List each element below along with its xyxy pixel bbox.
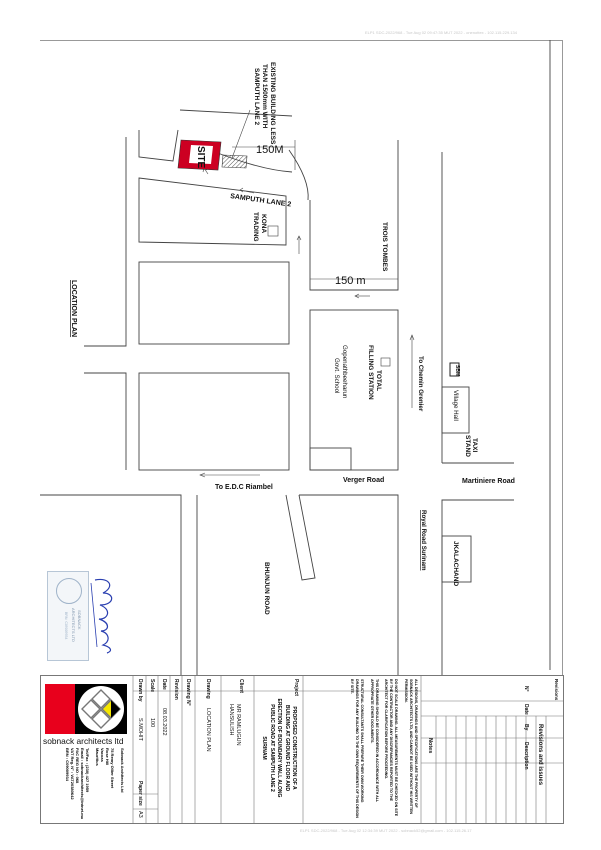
existing-building [222,155,247,168]
company-address-1: Sobnack Architects Ltd [120,748,125,793]
company-address-2: 75 Remy Ollier Street [110,748,115,789]
bottom-watermark: ELP1 SDC-2022/968 - Tue Aug 02 12:34:39 MUT 2022 - sobnack52@gmail.com - 102.115.26.17 [300,828,472,833]
note-2: DO NOT SCALE DRAWING. ALL MEASUREMENTS MUST BE CHECKED ON SITE BY THE CONTRACTOR AND ANY DISCREPANCIES REPORTED TO THE ARCHITECT FOR CLARIFICATION BEFORE PROCEEDING. [383,679,399,817]
note-4: STRUCTURAL CONSULTANTS SHALL PREPARE THEIR OWN WORKING DRAWINGS FOR ANY BUILDING TO THE OWN REQUIREMENTS OF THIS DESIGN BY SITE. [349,679,365,818]
school-label-line1: Gopenathbeeharun [341,345,348,399]
drawing-value: LOCATION PLAN [205,708,211,752]
dimension-150m-mid: 150 m [335,275,366,287]
revisions-col-by: By [523,724,529,731]
company-address-5: Mauritius [95,748,100,766]
company-contact-1: Tel/Fax : (230) 427 1959 [85,748,90,793]
existing-building-note-line3: SAMPUTH LANE 2 [253,68,260,126]
note-3: THIS DRAWING SHOULD BE CONSIDERED IN ACCORDANCE WITH ALL APPROPRIATE OTHER DOCUMENTS. [369,679,379,803]
company-stamp [47,571,89,661]
company-address-4: Vacoas [100,748,105,762]
company-address-3: Rose Hill [105,748,110,766]
logo-diamond-icon [78,686,124,732]
sbm-label: SBM [454,365,460,377]
stamp-logo-icon [56,578,82,604]
notes-label: Notes [427,738,433,754]
kona-label: KONA [260,214,267,234]
company-contact-2: Email : sobnackarchitects@intnet.mu [80,748,85,820]
scale-value: 100 [149,718,155,728]
company-contact-3: PAC REG NO : 068 [75,748,80,784]
revisions-col-date: Date [523,704,529,715]
verger-road-label: Verger Road [343,477,385,484]
drawing-no-label: Drawing N° [185,679,191,706]
martiniere-road-label: Martiniere Road [462,478,515,485]
to-chemin-grenier-label: To Chemin Grenier [417,356,424,412]
company-logo [45,684,127,734]
revisions-section-label: Revisions [554,679,559,701]
jkalachand-label: JKALACHAND [452,541,459,587]
revision-label: Revision [173,679,179,700]
revisions-col-no: N° [523,686,529,692]
site-marker [178,140,221,170]
school-label-line2: Govt. School [333,358,340,394]
project-value: PROPOSED CONSTRUCTION OF A BUILDING AT GROUND FLOOR AND ERECTION OF BOUNDARY WALL ALONG PUBLIC ROAD AT SAMPUTH LANE 2 SURINAM [261,698,297,798]
client-value-2: HANSULISH [228,704,234,736]
total-label: TOTAL [375,370,382,392]
existing-building-note-line2: THAN 1500mm WITH [261,64,268,129]
company-contact-5: BRN : C09009934 [65,748,70,781]
date-label: Date [161,679,167,690]
project-label: Project [293,679,299,696]
title-block [40,675,564,824]
revisions-col-description: Description [523,742,529,770]
samputh-lane-label: SAMPUTH LANE 2 [229,193,292,209]
client-label: Client [238,679,244,693]
kona-trading-box [268,226,278,236]
note-1: ALL DESIGNS, DRAWINGS AND SPECIFICATIONS ARE THE PROPERTY OF SOBNACK ARCHITECTS LTD, AND CANNOT BE USED WITHOUT HIS WRITTEN PERMISSION. [403,679,418,815]
to-edc-riambel-label: To E.D.C Riambel [215,484,273,491]
company-contact-4: VAT Reg. N° : VAT20380642 [70,748,75,800]
stamp-text-1: SOBNACK [77,610,82,630]
paper-size-value: A3 [137,811,143,818]
logo-red-block [45,684,75,734]
company-name: sobnack architects ltd [43,736,124,746]
location-plan-title: LOCATION PLAN [70,280,77,338]
site-label: SITE [195,146,206,169]
notes-text [349,679,418,819]
existing-building-note-line1: EXISTING BUILDING LESS [269,62,276,145]
scale-label: Scale [149,679,155,693]
drawn-by-value: S.MOHIT [137,718,143,741]
royal-road-label: Royal Road Surinam [420,510,427,571]
client-value-1: MR RAMLUGUN [235,704,241,746]
trading-label: TRADING [252,212,259,242]
stamp-text-3: BRN: C09009934 [64,612,68,640]
village-hall-label: Village Hall [452,390,459,421]
date-value: 08.03.2022 [161,708,167,736]
dimension-150m-top: 150M [256,144,284,156]
drawing-label: Drawing [205,679,211,699]
stand-label: STAND [464,435,471,457]
paper-size-label: Paper size [137,781,143,806]
bhunjun-road-label: BHUNJUN ROAD [263,562,270,615]
drawn-by-label: Drawn by [137,679,143,702]
top-watermark: ELP1 SDC-2022/968 - Tue Aug 02 09:47:35 MUT 2022 - onenottex - 102.115.229.134 [365,30,517,35]
taxi-label: TAXI [471,438,478,453]
total-station-box [381,358,390,366]
signature [85,575,125,655]
filling-station-label: FILLING STATION [367,345,374,400]
revisions-title: Revisions and issues [537,724,543,786]
stamp-text-2: ARCHITECTS LTD [71,608,76,642]
trois-tombes-label: TROIS TOMBES [381,222,388,272]
